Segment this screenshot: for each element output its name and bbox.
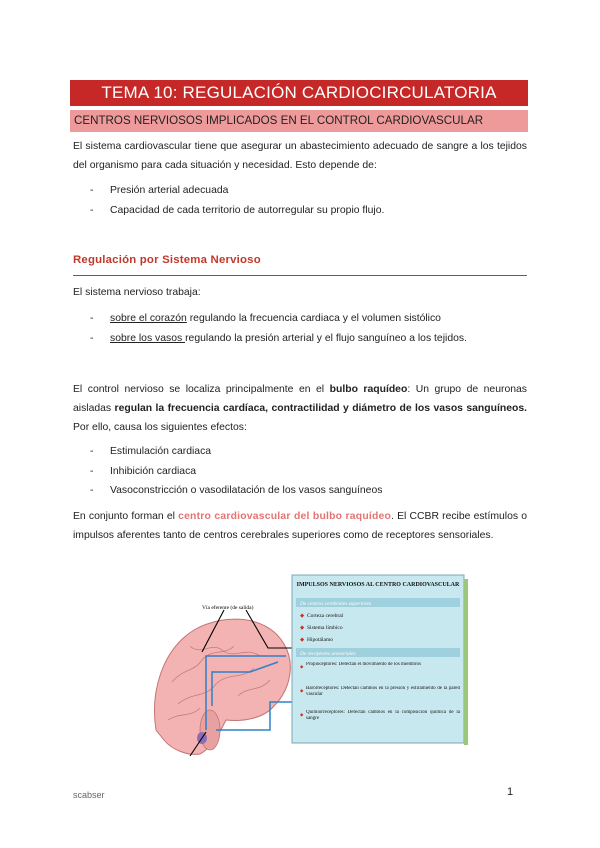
list-item xyxy=(90,329,520,349)
bullet-icon: ◆ xyxy=(300,613,305,619)
bullet-icon: ◆ xyxy=(300,664,304,669)
works-list xyxy=(90,309,520,348)
text-run: : Un grupo de neuronas aisladas xyxy=(73,384,527,414)
intro-paragraph: El sistema cardiovascular tiene que asegurar un abastecimiento adecuado de sangre a los tejidos del organismo para cada situación y necesidad. Esto depende de: xyxy=(73,141,527,171)
info-box-title: IMPULSOS NERVIOSOS AL CENTRO CARDIOVASCULAR xyxy=(296,582,460,588)
control-paragraph xyxy=(73,380,527,437)
text-run: . El CCBR recibe estímulos o impulsos aferentes tanto de centros cerebrales superiores como de receptores sensoriales. xyxy=(73,511,527,541)
section-subtitle: CENTROS NERVIOSOS IMPLICADOS EN EL CONTROL CARDIOVASCULAR xyxy=(70,110,528,132)
list-item: - Vasoconstricción o vasodilatación de los vasos sanguíneos xyxy=(90,481,520,501)
sensory-item: Propioceptores: Detectan el movimiento de los miembros xyxy=(306,662,421,667)
list-item: - Capacidad de cada territorio de autorregular su propio flujo. xyxy=(90,201,520,221)
sensory-heading: De receptores sensoriales xyxy=(300,651,356,657)
text-run: El control nervioso se localiza principalmente en el xyxy=(73,384,330,395)
highlight-text: centro cardiovascular del bulbo raquídeo xyxy=(178,511,392,522)
effects-list xyxy=(90,442,520,501)
footer-author: scabser xyxy=(73,790,105,800)
text-run: Por ello, causa los siguientes efectos: xyxy=(73,422,247,433)
brain-figure xyxy=(150,572,470,757)
works-intro: El sistema nervioso trabaja: xyxy=(73,287,201,298)
efferent-label: Vía eferente (de salida) xyxy=(202,605,254,611)
underlined-text: sobre los vasos xyxy=(110,332,186,344)
higher-heading: De centros cerebrales superiores xyxy=(300,601,372,607)
underlined-text: sobre el corazón xyxy=(110,313,187,324)
higher-item: Corteza cerebral xyxy=(307,613,344,619)
bold-text: bulbo raquídeo xyxy=(329,384,408,395)
page-title: TEMA 10: REGULACIÓN CARDIOCIRCULATORIA xyxy=(70,80,528,106)
list-text: regulando la presión arterial y el flujo sanguíneo a los tejidos. xyxy=(185,332,467,344)
page-number: 1 xyxy=(507,786,514,798)
bullet-icon: ◆ xyxy=(300,688,304,693)
bullet-icon: ◆ xyxy=(300,712,304,717)
sensory-item: Barorreceptores: Detectan cambios en la presión y estiramiento de la pared vascular xyxy=(306,686,460,697)
text-run: En conjunto forman el xyxy=(73,511,179,522)
section-divider xyxy=(73,275,527,276)
list-item: - Inhibición cardiaca xyxy=(90,462,520,482)
info-box-shadow xyxy=(464,579,468,745)
list-item: - Presión arterial adecuada xyxy=(90,181,520,201)
intro-list xyxy=(90,181,520,220)
section-heading: Regulación por Sistema Nervioso xyxy=(73,254,261,266)
bullet-icon: ◆ xyxy=(300,625,305,631)
bullet-icon: ◆ xyxy=(300,637,305,643)
list-item xyxy=(90,309,520,329)
bold-text: regulan la frecuencia cardíaca, contractilidad y diámetro de los vasos sanguíneos. xyxy=(114,403,527,414)
higher-item: Sistema límbico xyxy=(307,625,343,631)
higher-item: Hipotálamo xyxy=(307,637,333,643)
list-item: - Estimulación cardiaca xyxy=(90,442,520,462)
sensory-item: Quimiorreceptores: Detectan cambios en la composición química de la sangre xyxy=(306,710,460,721)
summary-paragraph xyxy=(73,507,527,545)
brain-illustration xyxy=(155,619,291,754)
list-text: regulando la frecuencia cardiaca y el volumen sistólico xyxy=(186,313,441,324)
